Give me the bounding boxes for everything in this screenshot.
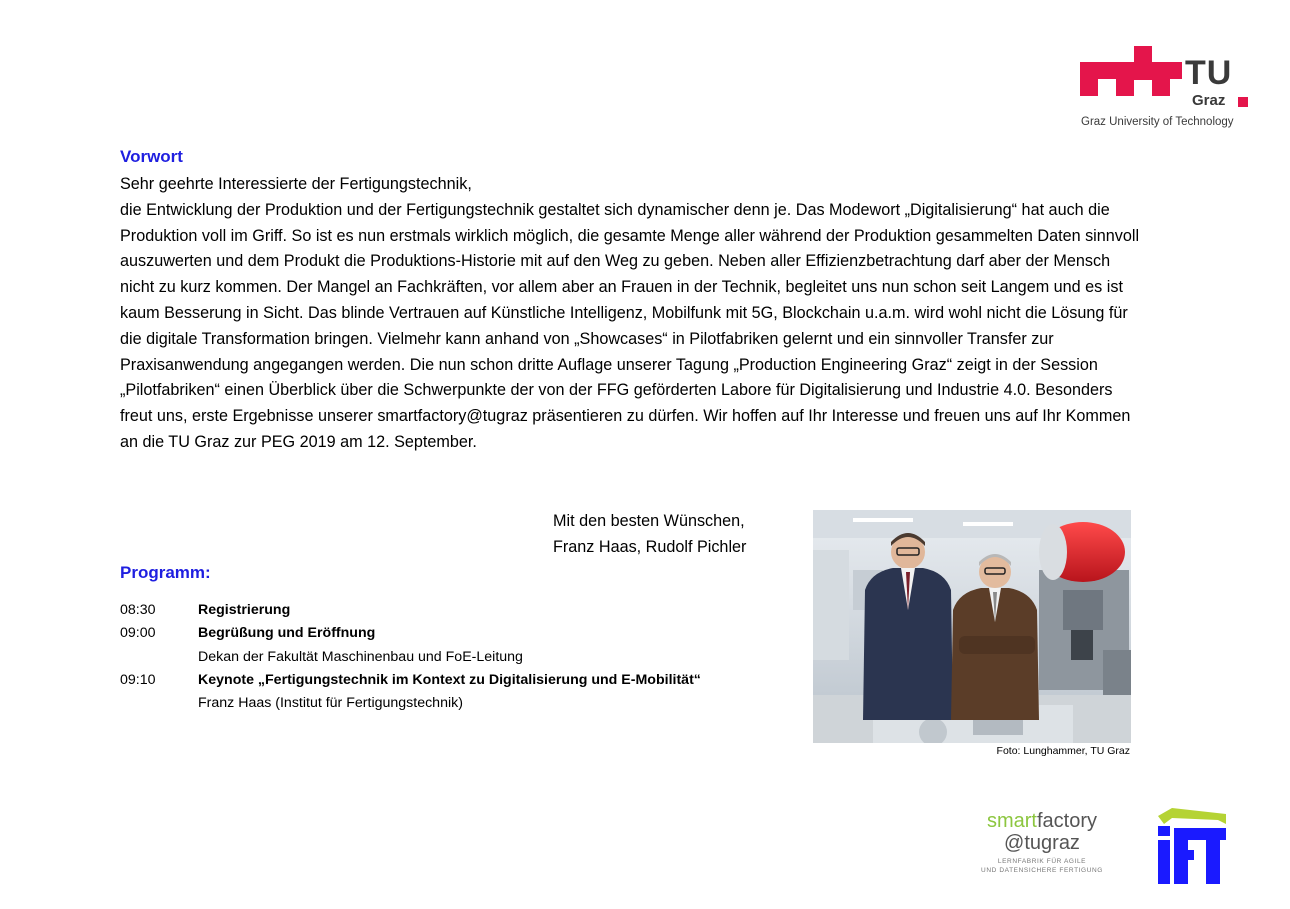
logo-graz-text: Graz <box>1192 92 1226 109</box>
ift-logo-graphic <box>1156 806 1228 884</box>
signoff-closing: Mit den besten Wünschen, <box>553 512 745 530</box>
vorwort-greeting: Sehr geehrte Interessierte der Fertigungstechnik, <box>120 175 472 193</box>
smartfactory-at-text: @tugraz <box>1004 832 1080 854</box>
program-list <box>120 599 800 715</box>
tu-graz-logo <box>1080 46 1252 130</box>
program-title: Registrierung <box>198 602 291 618</box>
program-subtitle: Franz Haas (Institut für Fertigungstechnik) <box>198 695 463 712</box>
logo-university-text: Graz University of Technology <box>1081 116 1234 128</box>
program-item <box>120 599 800 622</box>
program-item <box>120 669 800 692</box>
vorwort-body: die Entwicklung der Produktion und der Fertigungstechnik gestaltet sich dynamischer denn je. Das Modewort „Digitalisierung“ hat auch die Produktion voll im Griff. So ist es nun erstmals wirklich möglich, die gesamte Menge aller während der Produktion gesammelten Daten sinnvoll auszuwerten und dem Produkt die Produktions-Historie mit auf den Weg zu geben. Neben aller Effizienzbetrachtung darf aber der Mensch nicht zu kurz kommen. Der Mangel an Fachkräften, vor allem aber an Frauen in der Technik, begleitet uns nun schon seit Langem und es ist kaum Besserung in Sicht. Das blinde Vertrauen auf Künstliche Intelligenz, Mobilfunk mit 5G, Blockchain u.a.m. wird wohl nicht die Lösung für die digitale Transformation bringen. Vielmehr kann anhand von „Showcases“ in Pilotfabriken gelernt und ein sinnvoller Transfer zur Praxisanwendung angegangen werden. Die nun schon dritte Auflage unserer Tagung „Production Engineering Graz“ zeigt in der Session „Pilotfabriken“ einen Überblick über die Schwerpunkte der von der FFG geförderten Labore für Digitalisierung und Industrie 4.0. Besonders freut uns, erste Ergebnisse unserer smartfactory@tugraz präsentieren zu dürfen. Wir hoffen auf Ihr Interesse und freuen uns auf Ihr Kommen an die TU Graz zur PEG 2019 am 12. September. <box>120 200 1140 451</box>
smartfactory-factory-text: factory <box>1036 810 1098 832</box>
smartfactory-wordmark <box>968 810 1116 832</box>
program-item-sub <box>120 646 800 669</box>
program-title: Begrüßung und Eröffnung <box>198 625 376 642</box>
program-time: 09:00 <box>120 625 156 642</box>
photo-credit: Foto: Lunghammer, TU Graz <box>996 745 1130 757</box>
programm-heading: Programm: <box>120 563 211 582</box>
signoff <box>553 508 746 560</box>
smartfactory-subtitle-1: LERNFABRIK FÜR AGILE <box>997 858 1087 865</box>
logo-tu-text: TU <box>1185 54 1233 92</box>
smartfactory-smart-text: smart <box>986 810 1037 832</box>
vorwort-text <box>120 172 1140 456</box>
photo <box>813 510 1131 743</box>
program-time: 09:10 <box>120 671 156 688</box>
program-subtitle: Dekan der Fakultät Maschinenbau und FoE-Leitung <box>198 648 523 665</box>
ift-logo <box>1156 806 1228 884</box>
program-time: 08:30 <box>120 602 156 618</box>
vorwort-heading: Vorwort <box>120 147 183 166</box>
smartfactory-logo <box>968 810 1116 890</box>
smartfactory-subtitle-2: UND DATENSICHERE FERTIGUNG <box>981 867 1103 874</box>
program-title: Keynote „Fertigungstechnik im Kontext zu Digitalisierung und E-Mobilität“ <box>198 671 701 688</box>
signoff-signatories: Franz Haas, Rudolf Pichler <box>553 538 747 556</box>
photo-illustration <box>813 510 1131 743</box>
program-item-sub <box>120 692 800 715</box>
program-item <box>120 622 800 645</box>
